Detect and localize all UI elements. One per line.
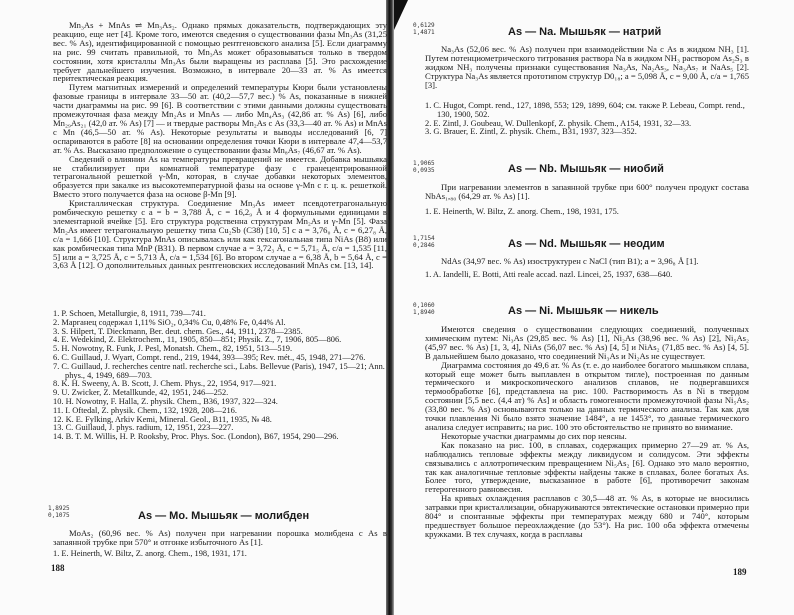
reference: 1. E. Heinerth, W. Biltz, Z. anorg. Chem., 198, 1931, 175. (425, 207, 619, 216)
mo-section-body (53, 529, 387, 547)
margin-value: 1,8925 (48, 505, 70, 512)
reference: 1. E. Heinerth, W. Biltz, Z. anorg. Chem., 198, 1931, 171. (53, 549, 247, 558)
scan-corner-shadow (394, 0, 408, 30)
left-references (53, 310, 387, 442)
reference: 1. A. Iandelli, E. Botti, Atti reale accad. nazl. Lincei, 25, 1937, 638—640. (425, 270, 673, 279)
section-heading-mo: As — Mo. Мышьяк — молибден (138, 510, 310, 522)
reference: 9. U. Zwicker, Z. Metallkunde, 42, 1951, 246—252. (53, 388, 229, 398)
nd-section-body (425, 257, 749, 266)
paragraph: При нагревании элементов в запаянной трубке при 600° получен продукт состава NbAs₁,₈₀ (64,29 ат. % As) [1]. (425, 182, 749, 201)
reference: 3. S. Hilpert, T. Dieckmann, Ber. deut. chem. Ges., 44, 1911, 2378—2385. (53, 326, 303, 336)
reference: 5. H. Nowotny, R. Funk, J. Pesl, Monatsh. Chem., 82, 1951, 513—519. (53, 344, 293, 354)
reference: 8. K. H. Sweeny, A. B. Scott, J. Chem. Phys., 22, 1954, 917—921. (53, 379, 277, 389)
reference: 12. K. E. Fylking, Arkiv Kemi, Mineral. Geol., B11, 1935, № 48. (53, 414, 272, 424)
margin-value: 0,2846 (413, 241, 435, 249)
reference: 13. C. Guillaud, J. phys. radium, 12, 1951, 223—227. (53, 423, 234, 433)
na-section-body (425, 45, 749, 90)
nd-references (425, 271, 749, 280)
reference: 10. H. Nowotny, F. Halla, Z. physik. Chem., B36, 1937, 322—324. (53, 396, 278, 406)
margin-value: 0,1075 (48, 511, 70, 519)
margin-value: 1,8940 (413, 308, 435, 316)
reference: 2. Марганец содержал 1,11% SiO₂, 0,34% Cu, 0,48% Fe, 0,44% Al. (53, 317, 286, 327)
reference: 14. B. T. M. Willis, H. P. Rooksby, Proc. Phys. Soc. (London), B67, 1954, 290—296. (53, 432, 339, 442)
nb-references (425, 208, 749, 217)
paragraph: Кристаллическая структура. Соединение Mn₃As имеет псевдотетрагональную ромбическую решетку с a = b = 3,788 Å, c = 16,2₉ Å и 4 формульными единицами в элементарной ячейке [5]. Его структура родственна структурам Mn₂As и γ-Mn [5]. Фаза Mn₂As имеет тетрагональную решетку типа Cu₂Sb (C38) [10, 5] с a = 3,76₀ Å, c = 6,27₈ Å, c/a = 1,666 [10]. Структура MnAs описывалась или как гексагональная типа NiAs (B8) или как ромбическая типа MnP (B31). В первом случае a = 3,72₃ Å, c = 5,71₅ Å, c/a = 1,535 [11, 5] или a = 3,725 Å, c = 5,713 Å, c/a = 1,534 [6]. Во втором случае a = 6,38 Å, b = 5,64 Å, c = 3,63 Å [12]. О дополнительных данных рентгеновских исследований MnAs см. [13, 14]. (53, 198, 387, 271)
section-heading-ni: As — Ni. Мышьяк — никель (508, 305, 659, 317)
paragraph: NdAs (34,97 вес. % As) изоструктурен с NaCl (тип B1); a = 3,96₈ Å [1]. (441, 256, 699, 266)
na-references (425, 102, 749, 137)
ni-section-body (425, 325, 749, 539)
nb-section-body (425, 183, 749, 201)
section-heading-nb: As — Nb. Мышьяк — ниобий (508, 163, 664, 175)
reference: 2. E. Zintl, J. Goubeau, W. Dullenkopf, Z. physik. Chem., A154, 1931, 32—33. (425, 118, 692, 128)
margin-log-values (413, 303, 435, 316)
section-heading-nd: As — Nd. Мышьяк — неодим (508, 238, 665, 250)
reference: 7. C. Guillaud, J. recherches centre natl. recherche sci., Labs. Bellevue (Paris), 1947, 15—21; Ann. phys., 4, 1949, 689—703. (53, 361, 385, 380)
margin-value: 0,1060 (413, 302, 435, 309)
paragraph: Диаграмма состояния до 49,6 ат. % As (т. е. до наиболее богатого мышьяком сплава, который еще может быть выплавлен в открытом тигле), построенная по данным термического и микроскопического анализов сплавов, не подвергавшихся термообработке [6], представлена на рис. 100. Растворимость As в Ni в твердом состоянии [5,5 вес. (4,4 ат) % As] и область гомогенности промежуточной фазы Ni₅As₂ (33,80 вес. % As) основываются только на данных термического анализа. Так как для точки плавления Ni было взято значение 1484°, а не 1453°, то данные термического анализа следует исправить; на рис. 100 это обстоятельство не принято во внимание. (425, 359, 749, 432)
reference: 3. G. Brauer, E. Zintl, Z. physik. Chem., B31, 1937, 323—352. (425, 127, 637, 137)
paragraph: Имеются сведения о существовании следующих соединений, полученных химическим путем: Ni₃As (29,85 вес. % As) [1], Ni₂As (38,96 вес. % As) [2], Ni₅As₂ (45,97 вес. % As) [1, 3, 4], NiAs (56,07 вес. % As) [4, 5] и NiAs₂ (71,85 вес. % As) [4, 5]. В дальнейшем было доказано, что соединений Ni₃As и Ni₂As не существует. (425, 324, 749, 361)
left-page-body (53, 21, 387, 270)
paragraph: Некоторые участки диаграммы до сих пор неясны. (441, 430, 627, 441)
paragraph: Как показано на рис. 100, в сплавах, содержащих примерно 27—29 ат. % As, наблюдались тепловые эффекты между ликвидусом и солидусом. Эти эффекты связывались с аллотропическим превращением Ni₅As₂ [6]. Однако это мало вероятно, так как аналогичные тепловые эффекты найдены также в сплавах, более богатых As. Более того, утверждение, высказанное в работе [6], противоречит законам гетерогенного равновесия. (425, 439, 749, 495)
paragraph: На кривых охлаждения расплавов с 30,5—48 ат. % As, в которые не вносились затравки при кристаллизации, обнаруживаются эвтектические остановки примерно при 804° и спонтанные эффекты при температурах между 680 и 740°, которым предшествует большое переохлаждение (до 53°). На рис. 100 оба эффекта отмечены кружками. В тех случаях, когда в расплавы (425, 493, 749, 539)
mo-references (53, 550, 387, 559)
paragraph: Путем магнитных измерений и определений температуры Кюри были установлены фазовые границы в интервале 33—50 ат. (40,2—57,7 вес.) % As, показанные в нижней части диаграммы на рис. 99 [6]. В соответствии с этими данными должны существовать промежуточная фаза между Mn₂As и MnAs — либо Mn₄As₃ (42,86 ат. % As) [6], либо Mn₂₉As₂₁ (42,0 ат. % As) [7] — и твердые растворы Mn₂As с As (33,3—40 ат. % As) и MnAs с Mn (46,5—50 ат. % As). Некоторые результаты и выводы исследований [6, 7] оспариваются в работе [8] на основании определения точки Кюри в интервале 47,4—53,7 ат. % As. Высказано предположение о существовании фазы Mn₈As₇ (46,67 ат. % As). (53, 82, 387, 155)
page-number-left: 188 (51, 563, 65, 573)
margin-value: 0,6129 (413, 22, 435, 29)
reference: 1. P. Schoen, Metallurgie, 8, 1911, 739—741. (53, 309, 206, 318)
margin-value: 0,0935 (413, 166, 435, 174)
margin-log-values (413, 23, 435, 36)
paragraph: Na₃As (52,06 вес. % As) получен при взаимодействии Na с As в жидком NH₃ [1]. Путем потенциометрического титрования раствора Na в жидком NH₃ раствором As₂S₃ в жидком NH₃ получены признаки существования Na₃As, Na₂As₃, Na₃As₇ и NaAs₅ [2]. Структура Na₃As является прототипом структур D0₁₈; a = 5,098 Å, c = 9,00 Å, c/a = 1,765 [3]. (425, 44, 749, 90)
margin-log-values (413, 161, 435, 174)
margin-log-values (413, 236, 435, 249)
paragraph: Mn₃As + MnAs ⇌ Mn₃As₂. Однако прямых доказательств, подтверждающих эту реакцию, еще нет [4]. Кроме того, имеются сведения о существовании фазы Mn₃As (31,25 вес. % As), идентифицированной с помощью рентгеновского анализа [5]. Если диаграмму на рис. 99 считать правильной, то Mn₃As может образовываться только в твердом состоянии, хотя кристаллы Mn₃As были выращены из расплава [5]. Это расхождение требует дальнейшего изучения. Возможно, в интервале 20—33 ат. % As имеется перитектическая реакция. (53, 20, 387, 84)
reference: 4. E. Wedekind, Z. Elektrochem., 11, 1905, 850—851; Physik. Z., 7, 1906, 805—806. (53, 335, 342, 345)
reference: 11. I. Oftedal, Z. physik. Chem., 132, 1928, 208—216. (53, 405, 237, 415)
book-spine-shadow (386, 0, 394, 615)
reference: 6. C. Guillaud, J. Wyart, Compt. rend., 219, 1944, 393—395; Rev. mét., 45, 1948, 271—276. (53, 352, 366, 362)
paragraph: MoAs₂ (60,96 вес. % As) получен при нагревании порошка молибдена с As в запаянной трубке при 570° и отгонке избыточного As [1]. (53, 528, 387, 547)
margin-value: 1,4871 (413, 28, 435, 36)
margin-value: 1,7154 (413, 235, 435, 242)
section-heading-na: As — Na. Мышьяк — натрий (508, 26, 662, 38)
paragraph: Сведений о влиянии As на температуры превращений не имеется. Добавка мышьяка не стабилизирует при комнатной температуре фазу с гранецентрированной тетрагональной решеткой γ-Mn, которая, в случае добавки некоторых элементов, образуется при закалке из высокотемпературной фазы на основе γ-Mn с г. ц. к. решеткой. Вместо этого получается фаза на основе β-Mn [9]. (53, 153, 387, 200)
reference: 1. C. Hugot, Compt. rend., 127, 1898, 553; 129, 1899, 604; см. также P. Lebeau, Compt. rend., 130, 1900, 502. (425, 101, 745, 119)
margin-value: 1,9065 (413, 160, 435, 167)
margin-log-values (48, 506, 70, 519)
page-number-right: 189 (733, 567, 747, 577)
